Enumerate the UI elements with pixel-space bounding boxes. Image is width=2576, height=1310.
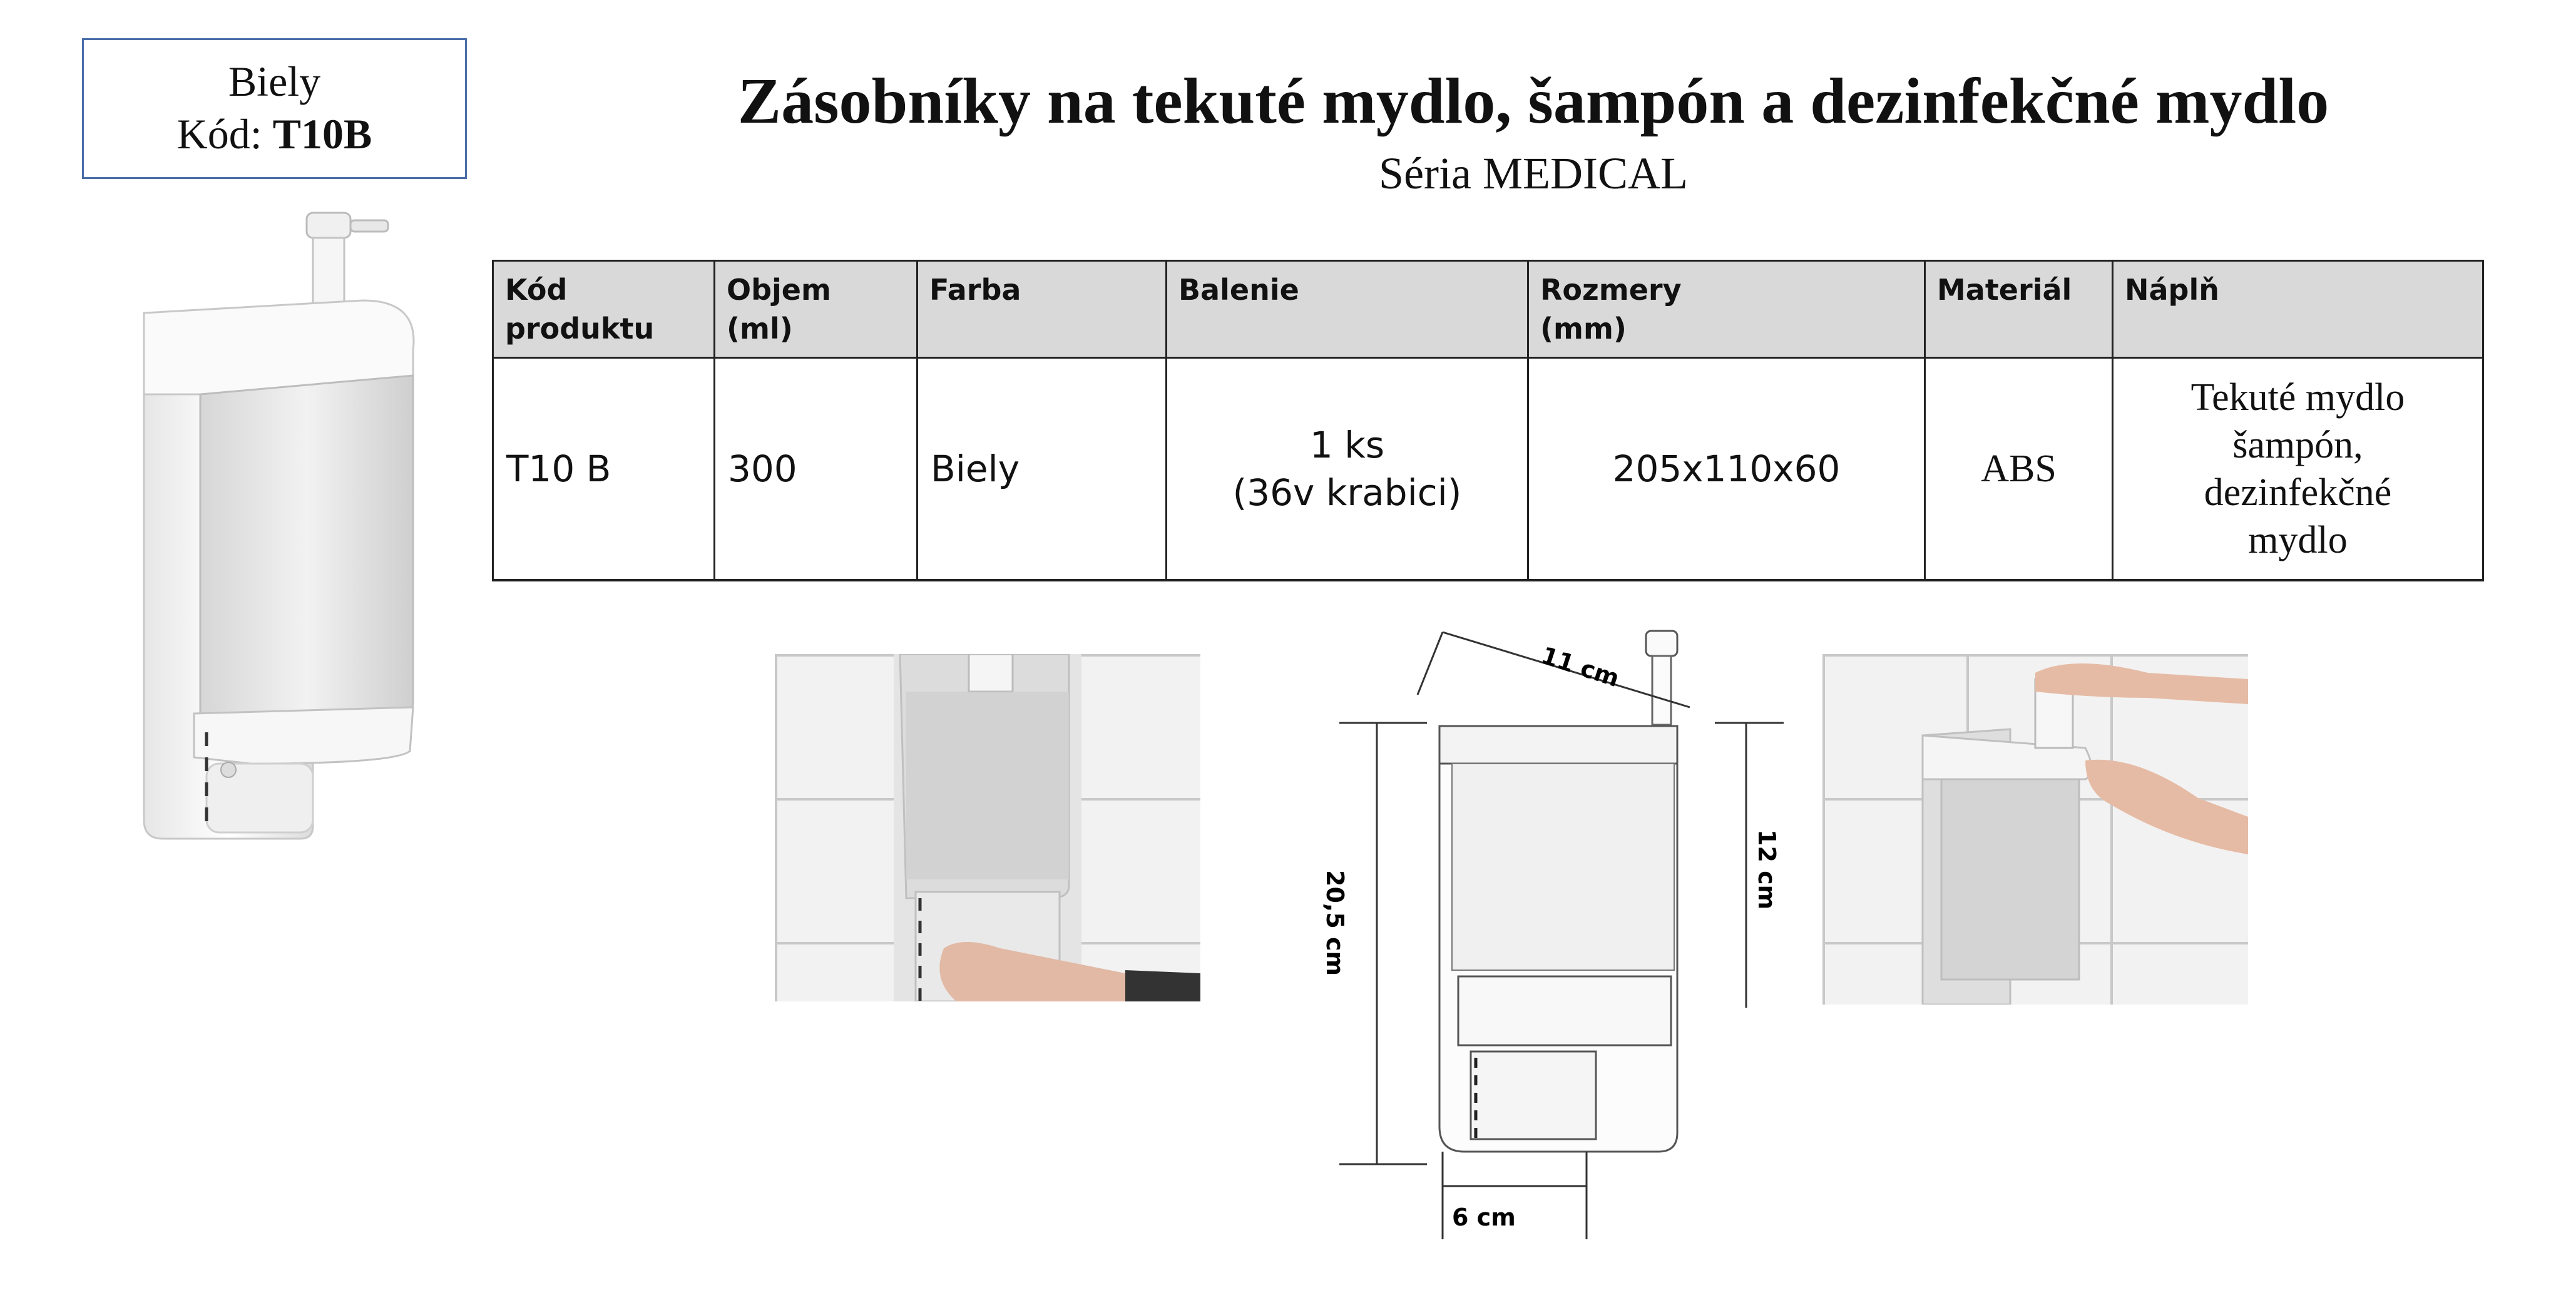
spec-table	[492, 260, 2484, 581]
code-value: T10B	[272, 110, 372, 158]
table-row	[493, 358, 2483, 580]
width-label: 6 cm	[1452, 1204, 1516, 1231]
header-packaging: Balenie	[1167, 261, 1528, 358]
dimension-diagram	[1302, 620, 1821, 1239]
page-subtitle: Séria MEDICAL	[1379, 148, 1688, 198]
product-dispenser-image	[125, 207, 438, 845]
page-title: Zásobníky na tekuté mydlo, šampón a dezinfekčné mydlo	[737, 65, 2329, 137]
cell-fill: Tekuté mydlo šampón, dezinfekčné mydlo	[2113, 358, 2483, 580]
cell-code: T10 B	[493, 358, 715, 580]
inner-height-label: 12 cm	[1753, 829, 1781, 910]
table-header-row	[493, 261, 2483, 358]
header-dimensions: Rozmery (mm)	[1528, 261, 1925, 358]
dispenser-illustration	[775, 654, 1200, 1001]
code-label: Kód:	[176, 110, 262, 158]
color-name: Biely	[228, 58, 321, 105]
color-code-box	[82, 38, 467, 179]
cell-volume: 300	[715, 358, 917, 580]
height-label: 20,5 cm	[1321, 870, 1349, 976]
header-color: Farba	[917, 261, 1167, 358]
product-code-line	[84, 108, 465, 160]
cell-packaging: 1 ks (36v krabici)	[1167, 358, 1528, 580]
depth-label: 11 cm	[1538, 641, 1623, 693]
usage-photo-dispensing	[1822, 654, 2248, 1005]
cell-dimensions: 205x110x60	[1528, 358, 1925, 580]
header-material: Materiál	[1925, 261, 2113, 358]
cell-material: ABS	[1925, 358, 2113, 580]
header-code: Kód produktu	[493, 261, 715, 358]
cell-color: Biely	[917, 358, 1167, 580]
usage-photo-refill	[775, 654, 1200, 1001]
dispensing-illustration	[1822, 654, 2248, 1005]
header-fill: Náplň	[2113, 261, 2483, 358]
header-volume: Objem (ml)	[715, 261, 917, 358]
